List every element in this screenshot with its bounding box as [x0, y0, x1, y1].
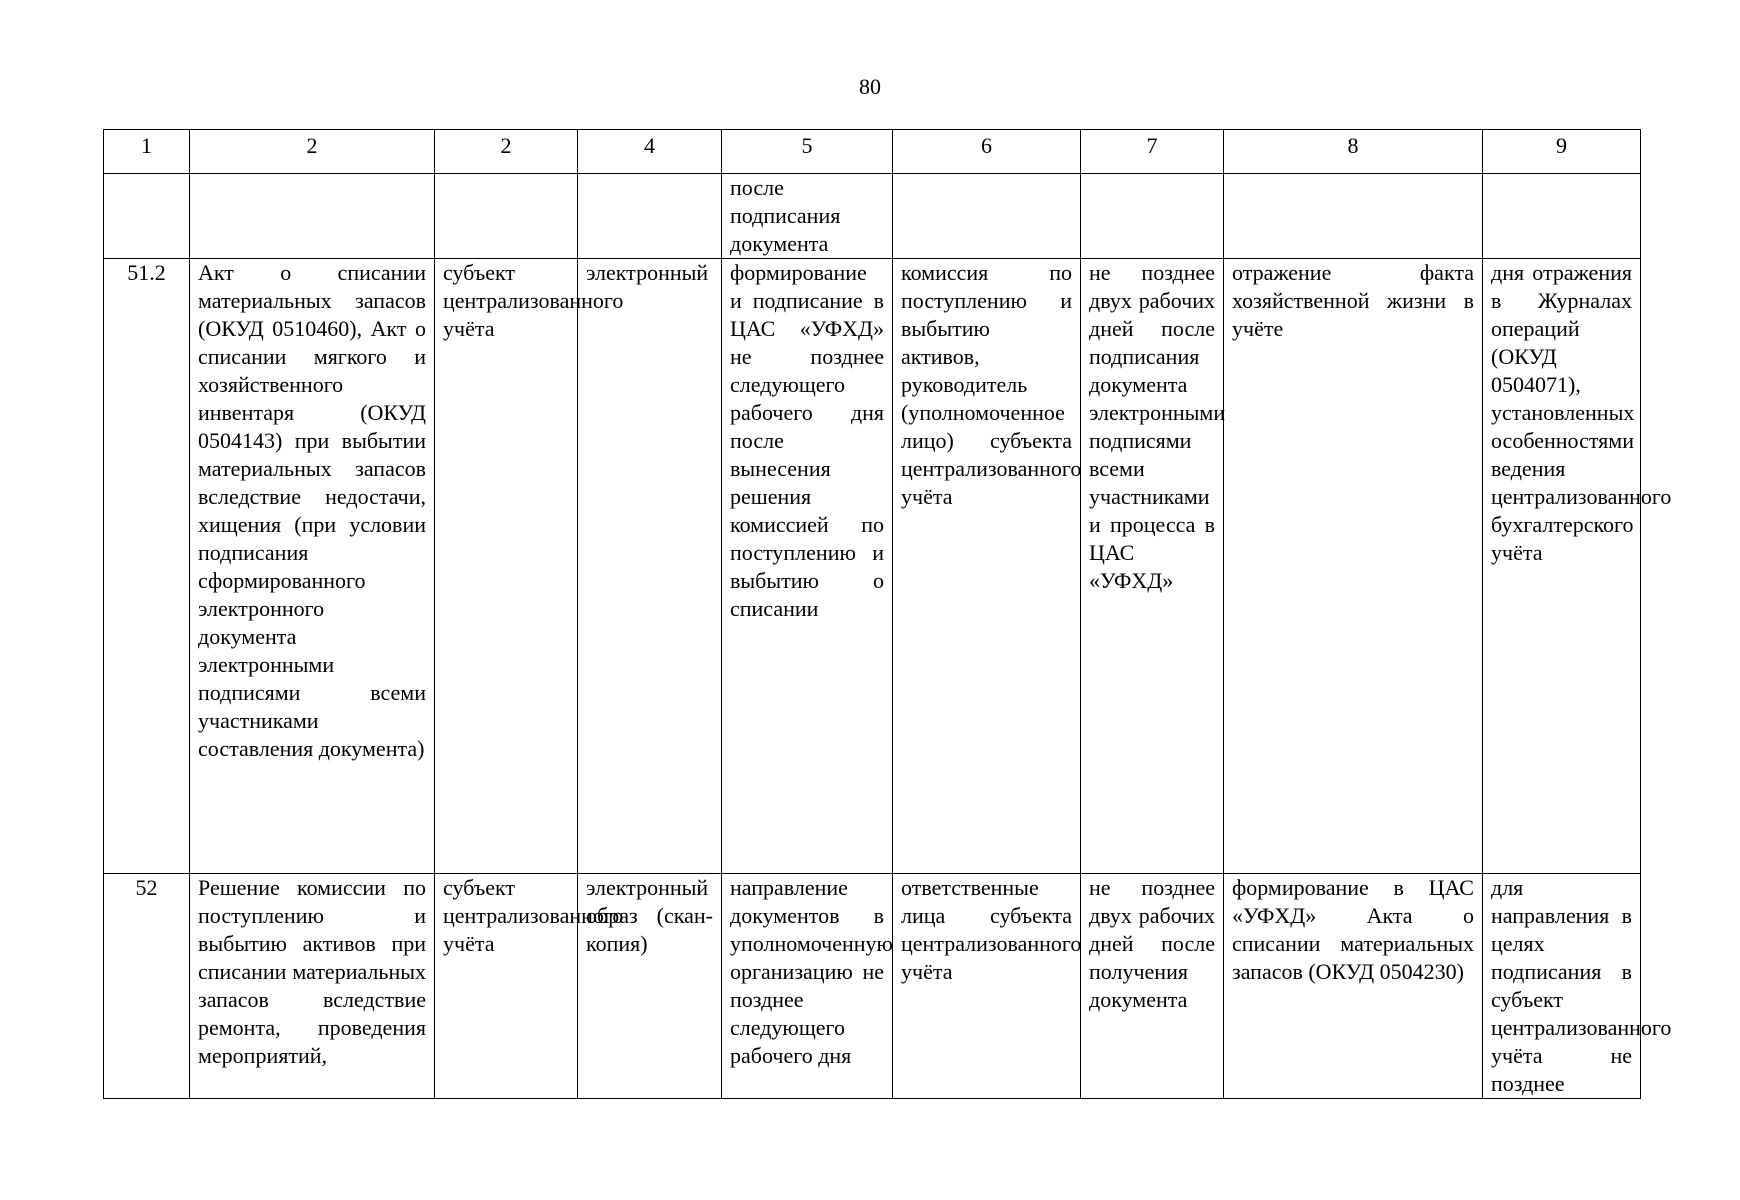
column-header: 1 — [104, 130, 190, 174]
term-cell: для направления в целях подписания в субъект централизованного учёта не позднее — [1483, 874, 1641, 1099]
column-header: 2 — [435, 130, 578, 174]
deadline-cell — [1081, 174, 1224, 259]
column-header: 5 — [722, 130, 893, 174]
responsible-cell — [893, 174, 1081, 259]
row-number-cell — [104, 174, 190, 259]
deadline-cell: не позднее двух рабочих дней после получения документа — [1081, 874, 1224, 1099]
page-number: 80 — [859, 74, 881, 99]
action-cell: формирование в ЦАС «УФХД» Акта о списании материальных запасов (ОКУД 0504230) — [1224, 874, 1483, 1099]
row-number-cell: 51.2 — [104, 259, 190, 874]
action-cell: отражение факта хозяйственной жизни в учёте — [1224, 259, 1483, 874]
table-row — [104, 874, 1641, 1099]
term-cell — [1483, 174, 1641, 259]
document-name-cell: Акт о списании материальных запасов (ОКУД 0510460), Акт о списании мягкого и хозяйственного инвентаря (ОКУД 0504143) при выбытии материальных запасов вследствие недостачи, хищения (при условии подписания сформированного электронного документа электронными подписями всеми участниками составления документа) — [190, 259, 435, 874]
procedure-cell: после подписания документа — [722, 174, 893, 259]
document-table — [103, 129, 1672, 1099]
document-name-cell — [190, 174, 435, 259]
column-header: 4 — [578, 130, 722, 174]
table-header-row — [104, 130, 1641, 174]
term-cell: дня отражения в Журналах операций (ОКУД 0504071), установленных особенностями ведения централизованного бухгалтерского учёта — [1483, 259, 1641, 874]
responsible-cell: ответственные лица субъекта централизованного учёта — [893, 874, 1081, 1099]
creator-cell: субъект централизованного учёта — [435, 874, 578, 1099]
format-cell: электронный — [578, 259, 722, 874]
column-header: 7 — [1081, 130, 1224, 174]
action-cell — [1224, 174, 1483, 259]
row-number-cell: 52 — [104, 874, 190, 1099]
table-row — [104, 174, 1641, 259]
table-row — [104, 259, 1641, 874]
procedure-cell: формирование и подписание в ЦАС «УФХД» не позднее следующего рабочего дня после вынесения решения комиссией по поступлению и выбытию о списании — [722, 259, 893, 874]
column-header: 2 — [190, 130, 435, 174]
deadline-cell: не позднее двух рабочих дней после подписания документа электронными подписями всеми участниками и процесса в ЦАС «УФХД» — [1081, 259, 1224, 874]
column-header: 8 — [1224, 130, 1483, 174]
format-cell — [578, 174, 722, 259]
procedure-cell: направление документов в уполномоченную организацию не позднее следующего рабочего дня — [722, 874, 893, 1099]
responsible-cell: комиссия по поступлению и выбытию активов, руководитель (уполномоченное лицо) субъекта централизованного учёта — [893, 259, 1081, 874]
creator-cell: субъект централизованного учёта — [435, 259, 578, 874]
creator-cell — [435, 174, 578, 259]
format-cell: электронный образ (скан-копия) — [578, 874, 722, 1099]
column-header: 9 — [1483, 130, 1641, 174]
column-header: 6 — [893, 130, 1081, 174]
document-name-cell: Решение комиссии по поступлению и выбытию активов при списании материальных запасов вследствие ремонта, проведения мероприятий, — [190, 874, 435, 1099]
